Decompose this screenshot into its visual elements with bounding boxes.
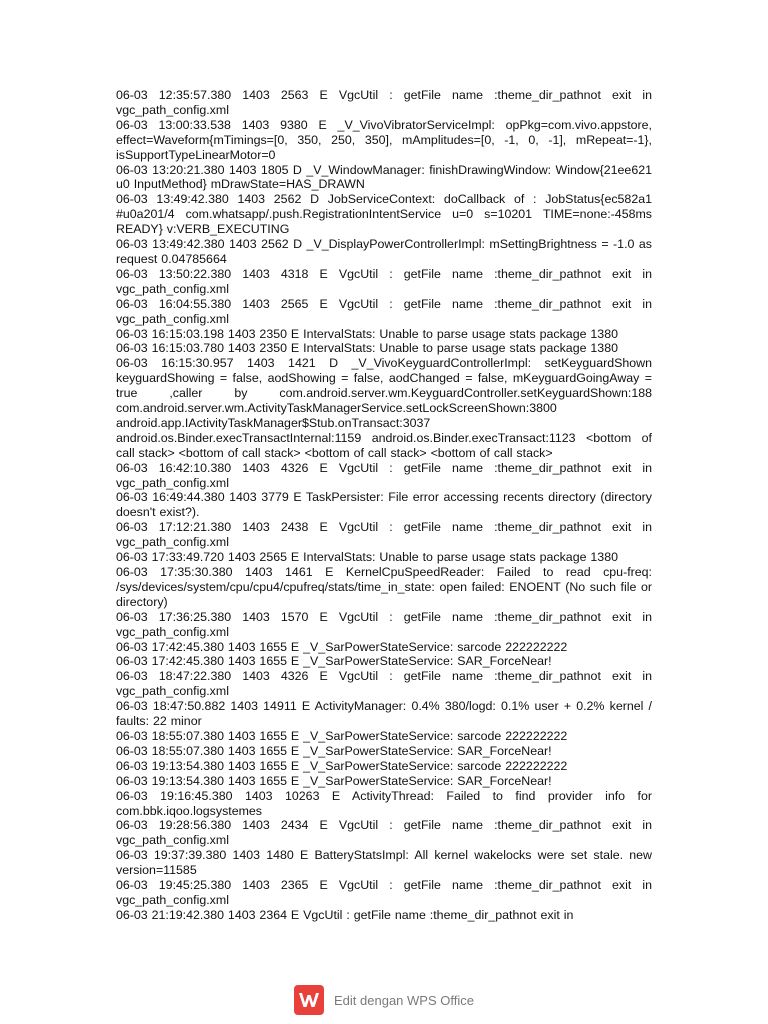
wps-footer — [0, 984, 768, 1016]
log-line: 06-03 17:42:45.380 1403 1655 E _V_SarPowerStateService: SAR_ForceNear! — [116, 654, 552, 669]
log-line: 06-03 16:42:10.380 1403 4326 E VgcUtil : getFile name :theme_dir_pathnot exit in vgc_path_config.xml — [116, 460, 652, 490]
footer-text: Edit dengan WPS Office — [334, 992, 474, 1008]
log-line: 06-03 13:20:21.380 1403 1805 D _V_WindowManager: finishDrawingWindow: Window{21ee621 u0 InputMethod} mDrawState=HAS_DRAWN — [116, 162, 652, 192]
log-line: 06-03 16:49:44.380 1403 3779 E TaskPersister: File error accessing recents directory (directory doesn't exist?). — [116, 490, 652, 520]
log-line: 06-03 13:49:42.380 1403 2562 D _V_DisplayPowerControllerImpl: mSettingBrightness = -1.0 as request 0.04785664 — [116, 237, 652, 266]
log-line: 06-03 17:36:25.380 1403 1570 E VgcUtil : getFile name :theme_dir_pathnot exit in vgc_path_config.xml — [116, 609, 652, 639]
wps-w-mark-icon — [298, 991, 320, 1009]
log-line: 06-03 13:00:33.538 1403 9380 E _V_VivoVibratorServiceImpl: opPkg=com.vivo.appstore, effect=Waveform{mTimings=[0, 350, 250, 350], mAmplitudes=[0, -1, 0, -1], mRepeat=-1}, isSupportTypeLinearMotor=0 — [116, 117, 652, 162]
log-line: 06-03 21:19:42.380 1403 2364 E VgcUtil : getFile name :theme_dir_pathnot exit in — [116, 907, 574, 922]
log-line: 06-03 12:35:57.380 1403 2563 E VgcUtil : getFile name :theme_dir_pathnot exit in vgc_path_config.xml — [116, 88, 652, 117]
log-line: 06-03 13:50:22.380 1403 4318 E VgcUtil : getFile name :theme_dir_pathnot exit in vgc_path_config.xml — [116, 266, 652, 296]
log-line: 06-03 18:55:07.380 1403 1655 E _V_SarPowerStateService: sarcode 222222222 — [116, 728, 568, 743]
log-line: 06-03 13:49:42.380 1403 2562 D JobServiceContext: doCallback of : JobStatus{ec582a1 #u0a201/4 com.whatsapp/.push.RegistrationIntentService u=0 s=10201 TIME=none:-458ms READY} v:VERB_EXECUTING — [116, 192, 652, 237]
log-line: 06-03 19:13:54.380 1403 1655 E _V_SarPowerStateService: sarcode 222222222 — [116, 758, 568, 773]
log-line: 06-03 17:35:30.380 1403 1461 E KernelCpuSpeedReader: Failed to read cpu-freq: /sys/devices/system/cpu/cpu4/cpufreq/stats/time_in_state: open failed: ENOENT (No such file or directory) — [116, 565, 652, 609]
log-line: 06-03 16:15:03.780 1403 2350 E IntervalStats: Unable to parse usage stats package 1380 — [116, 341, 618, 356]
log-line: 06-03 19:28:56.380 1403 2434 E VgcUtil : getFile name :theme_dir_pathnot exit in vgc_path_config.xml — [116, 818, 652, 848]
wps-office-logo-icon — [294, 985, 324, 1015]
log-line: 06-03 16:04:55.380 1403 2565 E VgcUtil : getFile name :theme_dir_pathnot exit in vgc_path_config.xml — [116, 296, 652, 326]
log-line: 06-03 16:15:03.198 1403 2350 E IntervalStats: Unable to parse usage stats package 1380 — [116, 326, 618, 341]
log-line: 06-03 19:16:45.380 1403 10263 E ActivityThread: Failed to find provider info for com.bbk.iqoo.logsystemes — [116, 788, 652, 818]
log-line: 06-03 17:33:49.720 1403 2565 E IntervalStats: Unable to parse usage stats package 1380 — [116, 550, 618, 565]
log-line: 06-03 17:12:21.380 1403 2438 E VgcUtil : getFile name :theme_dir_pathnot exit in vgc_path_config.xml — [116, 520, 652, 550]
log-line: 06-03 18:47:22.380 1403 4326 E VgcUtil : getFile name :theme_dir_pathnot exit in vgc_path_config.xml — [116, 669, 652, 699]
log-line: 06-03 18:55:07.380 1403 1655 E _V_SarPowerStateService: SAR_ForceNear! — [116, 743, 552, 758]
log-line: 06-03 18:47:50.882 1403 14911 E ActivityManager: 0.4% 380/logd: 0.1% user + 0.2% kernel / faults: 22 minor — [116, 699, 652, 729]
log-document — [116, 88, 652, 923]
log-line: 06-03 19:45:25.380 1403 2365 E VgcUtil : getFile name :theme_dir_pathnot exit in vgc_path_config.xml — [116, 878, 652, 907]
log-line: 06-03 16:15:30.957 1403 1421 D _V_VivoKeyguardControllerImpl: setKeyguardShown keyguardShowing = false, aodShowing = false, aodChanged = false, mKeyguardGoingAway = true ,caller by com.android.server.wm.KeyguardController.setKeyguardShown:188 com.android.server.wm.ActivityTaskManagerService.setLockScreenShown:3800 android.app.IActivityTaskManager$Stub.onTransact:3037 android.os.Binder.execTransactInternal:1159 android.os.Binder.execTransact:1123 <bottom of call stack> <bottom of call stack> <bottom of call stack> <bottom of call stack> — [116, 356, 652, 460]
log-line: 06-03 19:37:39.380 1403 1480 E BatteryStatsImpl: All kernel wakelocks were set stale. new version=11585 — [116, 848, 652, 878]
log-line: 06-03 19:13:54.380 1403 1655 E _V_SarPowerStateService: SAR_ForceNear! — [116, 773, 552, 788]
log-line: 06-03 17:42:45.380 1403 1655 E _V_SarPowerStateService: sarcode 222222222 — [116, 639, 568, 654]
